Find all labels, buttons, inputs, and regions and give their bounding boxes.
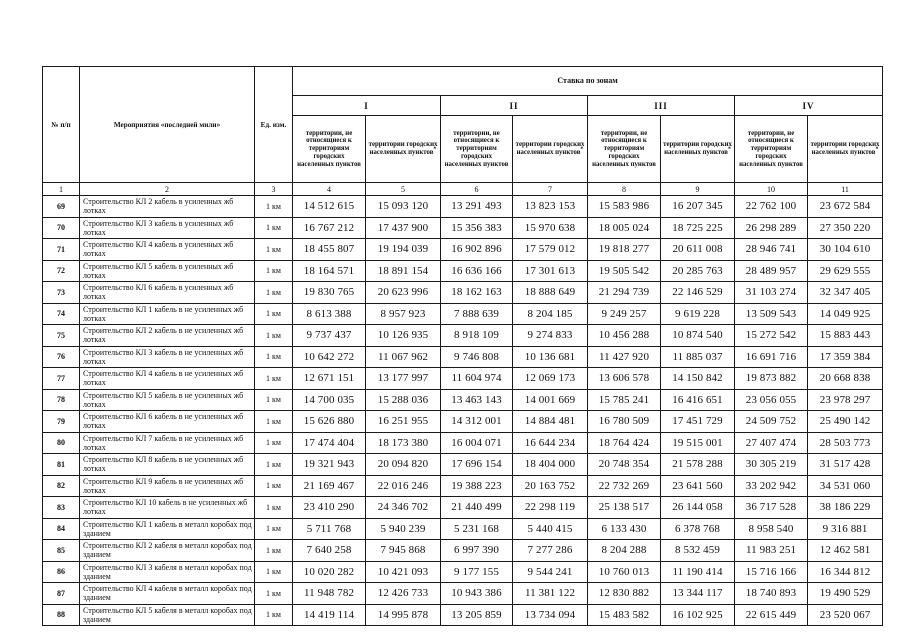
rate-value: 9 746 808 — [441, 346, 513, 368]
rate-value: 20 163 752 — [513, 475, 588, 497]
rate-value: 31 517 428 — [808, 454, 883, 476]
rate-value: 15 272 542 — [735, 325, 808, 347]
footnote-star: * — [580, 146, 584, 153]
rate-value: 8 532 459 — [661, 540, 735, 562]
rate-value: 29 629 555 — [808, 260, 883, 282]
rate-value: 5 231 168 — [441, 518, 513, 540]
row-number: 75 — [43, 325, 80, 347]
rate-value: 10 421 093 — [366, 561, 441, 583]
rate-value: 10 456 288 — [588, 325, 661, 347]
rate-value: 10 126 935 — [366, 325, 441, 347]
rate-value: 10 874 540 — [661, 325, 735, 347]
subheader-urban-zone-2: территории городских населенных пунктов* — [513, 116, 588, 183]
rate-value: 15 716 166 — [735, 561, 808, 583]
rate-value: 16 004 071 — [441, 432, 513, 454]
table-row — [43, 583, 883, 605]
rate-value: 33 202 942 — [735, 475, 808, 497]
row-number: 69 — [43, 196, 80, 218]
event-name: Строительство КЛ 7 кабель в не усиленных жб лотках — [80, 432, 255, 454]
rate-value: 15 093 120 — [366, 196, 441, 218]
rate-value: 14 312 001 — [441, 411, 513, 433]
event-name: Строительство КЛ 4 кабеля в металл коробах под зданием — [80, 583, 255, 605]
row-number: 73 — [43, 282, 80, 304]
column-number: 5 — [366, 183, 441, 196]
event-name: Строительство КЛ 5 кабель в усиленных жб лотках — [80, 260, 255, 282]
rate-value: 17 696 154 — [441, 454, 513, 476]
column-number: 6 — [441, 183, 513, 196]
rate-value: 12 426 733 — [366, 583, 441, 605]
unit: 1 км — [255, 239, 293, 261]
table-row — [43, 260, 883, 282]
rate-value: 16 636 166 — [441, 260, 513, 282]
table-row — [43, 454, 883, 476]
event-name: Строительство КЛ 6 кабель в не усиленных жб лотках — [80, 411, 255, 433]
event-name: Строительство КЛ 3 кабель в не усиленных жб лотках — [80, 346, 255, 368]
table-row — [43, 282, 883, 304]
col-unit-header: Ед. изм. — [255, 67, 293, 183]
row-number: 81 — [43, 454, 80, 476]
column-number-row — [43, 183, 883, 196]
rate-value: 23 056 055 — [735, 389, 808, 411]
rate-value: 5 940 239 — [366, 518, 441, 540]
row-number: 72 — [43, 260, 80, 282]
zone-header-2: II — [441, 96, 588, 116]
rate-value: 22 146 529 — [661, 282, 735, 304]
rate-value: 24 509 752 — [735, 411, 808, 433]
rate-value: 8 613 388 — [293, 303, 366, 325]
column-number: 8 — [588, 183, 661, 196]
event-name: Строительство КЛ 6 кабель в усиленных жб лотках — [80, 282, 255, 304]
row-number: 77 — [43, 368, 80, 390]
rate-value: 28 503 773 — [808, 432, 883, 454]
event-name: Строительство КЛ 8 кабель в не усиленных жб лотках — [80, 454, 255, 476]
rate-value: 15 483 582 — [588, 604, 661, 626]
unit: 1 км — [255, 411, 293, 433]
column-number: 9 — [661, 183, 735, 196]
zone-header-4: IV — [735, 96, 883, 116]
unit: 1 км — [255, 368, 293, 390]
table-row — [43, 239, 883, 261]
rate-value: 31 103 274 — [735, 282, 808, 304]
row-number: 88 — [43, 604, 80, 626]
rate-value: 11 190 414 — [661, 561, 735, 583]
rate-value: 16 902 896 — [441, 239, 513, 261]
rate-value: 18 764 424 — [588, 432, 661, 454]
rate-value: 17 437 900 — [366, 217, 441, 239]
zone-header-1: I — [293, 96, 441, 116]
rate-value: 20 611 008 — [661, 239, 735, 261]
rate-value: 8 918 109 — [441, 325, 513, 347]
rate-value: 20 285 763 — [661, 260, 735, 282]
rate-value: 30 305 219 — [735, 454, 808, 476]
rate-value: 18 162 163 — [441, 282, 513, 304]
rate-value: 32 347 405 — [808, 282, 883, 304]
rate-value: 8 958 540 — [735, 518, 808, 540]
rate-value: 12 830 882 — [588, 583, 661, 605]
rate-value: 16 416 651 — [661, 389, 735, 411]
rate-value: 8 957 923 — [366, 303, 441, 325]
row-number: 76 — [43, 346, 80, 368]
rate-value: 16 780 509 — [588, 411, 661, 433]
rate-value: 19 388 223 — [441, 475, 513, 497]
row-number: 78 — [43, 389, 80, 411]
rate-value: 14 512 615 — [293, 196, 366, 218]
table-row — [43, 561, 883, 583]
rate-value: 26 298 289 — [735, 217, 808, 239]
rate-value: 21 440 499 — [441, 497, 513, 519]
footnote-star: * — [433, 146, 437, 153]
row-number: 84 — [43, 518, 80, 540]
rate-value: 19 873 882 — [735, 368, 808, 390]
row-number: 85 — [43, 540, 80, 562]
rate-value: 17 359 384 — [808, 346, 883, 368]
row-number: 74 — [43, 303, 80, 325]
unit: 1 км — [255, 260, 293, 282]
rate-value: 15 288 036 — [366, 389, 441, 411]
subheader-non-urban-zone-4: территории, не относящиеся к территориям городских населенных пунктов — [735, 116, 808, 183]
rate-value: 21 578 288 — [661, 454, 735, 476]
rate-value: 5 440 415 — [513, 518, 588, 540]
rate-value: 14 150 842 — [661, 368, 735, 390]
rate-value: 18 455 807 — [293, 239, 366, 261]
unit: 1 км — [255, 282, 293, 304]
rate-value: 14 419 114 — [293, 604, 366, 626]
table-row — [43, 368, 883, 390]
rate-value: 11 067 962 — [366, 346, 441, 368]
rate-value: 34 531 060 — [808, 475, 883, 497]
rate-value: 11 885 037 — [661, 346, 735, 368]
table-row — [43, 346, 883, 368]
tariff-table — [42, 66, 883, 626]
rate-value: 9 177 155 — [441, 561, 513, 583]
unit: 1 км — [255, 432, 293, 454]
column-number: 11 — [808, 183, 883, 196]
rate-value: 36 717 528 — [735, 497, 808, 519]
column-number: 4 — [293, 183, 366, 196]
table-row — [43, 303, 883, 325]
row-number: 86 — [43, 561, 80, 583]
table-body — [43, 183, 883, 626]
col-event-header: Мероприятия «последней мили» — [80, 67, 255, 183]
unit: 1 км — [255, 196, 293, 218]
rate-value: 8 204 185 — [513, 303, 588, 325]
rate-value: 10 136 681 — [513, 346, 588, 368]
subheader-urban-zone-3: территории городских населенных пунктов* — [661, 116, 735, 183]
rate-value: 19 818 277 — [588, 239, 661, 261]
rate-value: 10 020 282 — [293, 561, 366, 583]
rate-value: 19 830 765 — [293, 282, 366, 304]
rate-value: 9 737 437 — [293, 325, 366, 347]
table-row — [43, 196, 883, 218]
rate-value: 20 748 354 — [588, 454, 661, 476]
rate-value: 25 490 142 — [808, 411, 883, 433]
rate-value: 16 251 955 — [366, 411, 441, 433]
rate-value: 18 740 893 — [735, 583, 808, 605]
rate-value: 30 104 610 — [808, 239, 883, 261]
rate-value: 9 274 833 — [513, 325, 588, 347]
table-row — [43, 518, 883, 540]
rate-value: 9 249 257 — [588, 303, 661, 325]
rate-value: 11 381 122 — [513, 583, 588, 605]
table-row — [43, 411, 883, 433]
column-number: 1 — [43, 183, 80, 196]
rate-value: 21 294 739 — [588, 282, 661, 304]
rate-value: 38 186 229 — [808, 497, 883, 519]
rate-value: 19 515 001 — [661, 432, 735, 454]
rate-value: 27 350 220 — [808, 217, 883, 239]
event-name: Строительство КЛ 4 кабель в усиленных жб лотках — [80, 239, 255, 261]
row-number: 87 — [43, 583, 80, 605]
rate-value: 11 948 782 — [293, 583, 366, 605]
rate-value: 19 321 943 — [293, 454, 366, 476]
event-name: Строительство КЛ 9 кабель в не усиленных жб лотках — [80, 475, 255, 497]
rate-value: 15 626 880 — [293, 411, 366, 433]
rate-value: 23 672 584 — [808, 196, 883, 218]
rate-value: 22 016 246 — [366, 475, 441, 497]
rate-value: 22 762 100 — [735, 196, 808, 218]
unit: 1 км — [255, 518, 293, 540]
rate-value: 16 344 812 — [808, 561, 883, 583]
rate-value: 28 946 741 — [735, 239, 808, 261]
rate-value: 14 001 669 — [513, 389, 588, 411]
rate-value: 18 888 649 — [513, 282, 588, 304]
rate-value: 12 069 173 — [513, 368, 588, 390]
rate-value: 12 462 581 — [808, 540, 883, 562]
subheader-urban-zone-1: территории городских населенных пунктов* — [366, 116, 441, 183]
rate-value: 18 173 380 — [366, 432, 441, 454]
rate-value: 13 734 094 — [513, 604, 588, 626]
table-row — [43, 432, 883, 454]
rate-value: 15 583 986 — [588, 196, 661, 218]
rate-value: 13 823 153 — [513, 196, 588, 218]
rate-value: 11 983 251 — [735, 540, 808, 562]
rate-value: 14 700 035 — [293, 389, 366, 411]
rate-value: 22 298 119 — [513, 497, 588, 519]
rate-value: 14 995 878 — [366, 604, 441, 626]
rate-value: 20 623 996 — [366, 282, 441, 304]
rate-value: 7 945 868 — [366, 540, 441, 562]
rate-value: 27 407 474 — [735, 432, 808, 454]
event-name: Строительство КЛ 5 кабель в не усиленных жб лотках — [80, 389, 255, 411]
rate-value: 12 671 151 — [293, 368, 366, 390]
unit: 1 км — [255, 561, 293, 583]
row-number: 70 — [43, 217, 80, 239]
rate-value: 19 194 039 — [366, 239, 441, 261]
event-name: Строительство КЛ 3 кабеля в металл коробах под зданием — [80, 561, 255, 583]
rate-value: 26 144 058 — [661, 497, 735, 519]
zone-header-3: III — [588, 96, 735, 116]
unit: 1 км — [255, 454, 293, 476]
zones-title-header: Ставка по зонам — [293, 67, 883, 96]
rate-value: 13 509 543 — [735, 303, 808, 325]
rate-value: 6 378 768 — [661, 518, 735, 540]
column-number: 3 — [255, 183, 293, 196]
rate-value: 18 005 024 — [588, 217, 661, 239]
rate-value: 18 164 571 — [293, 260, 366, 282]
table-row — [43, 540, 883, 562]
unit: 1 км — [255, 303, 293, 325]
rate-value: 25 138 517 — [588, 497, 661, 519]
rate-value: 17 474 404 — [293, 432, 366, 454]
rate-value: 9 316 881 — [808, 518, 883, 540]
unit: 1 км — [255, 217, 293, 239]
rate-value: 21 169 467 — [293, 475, 366, 497]
event-name: Строительство КЛ 4 кабель в не усиленных жб лотках — [80, 368, 255, 390]
unit: 1 км — [255, 540, 293, 562]
rate-value: 16 207 345 — [661, 196, 735, 218]
rate-value: 14 884 481 — [513, 411, 588, 433]
subheader-non-urban-zone-2: территории, не относящиеся к территориям городских населенных пунктов — [441, 116, 513, 183]
rate-value: 18 725 225 — [661, 217, 735, 239]
rate-value: 14 049 925 — [808, 303, 883, 325]
rate-value: 7 277 286 — [513, 540, 588, 562]
event-name: Строительство КЛ 2 кабеля в металл коробах под зданием — [80, 540, 255, 562]
rate-value: 23 641 560 — [661, 475, 735, 497]
event-name: Строительство КЛ 2 кабель в не усиленных жб лотках — [80, 325, 255, 347]
table-row — [43, 604, 883, 626]
rate-value: 17 301 613 — [513, 260, 588, 282]
rate-value: 13 177 997 — [366, 368, 441, 390]
column-number: 10 — [735, 183, 808, 196]
rate-value: 13 606 578 — [588, 368, 661, 390]
rate-value: 15 356 383 — [441, 217, 513, 239]
rate-value: 11 427 920 — [588, 346, 661, 368]
col-number-header: № п/п — [43, 67, 80, 183]
unit: 1 км — [255, 389, 293, 411]
rate-value: 10 642 272 — [293, 346, 366, 368]
unit: 1 км — [255, 604, 293, 626]
rate-value: 9 544 241 — [513, 561, 588, 583]
rate-value: 7 640 258 — [293, 540, 366, 562]
table-row — [43, 497, 883, 519]
rate-value: 17 451 729 — [661, 411, 735, 433]
event-name: Строительство КЛ 1 кабель в металл коробах под зданием — [80, 518, 255, 540]
column-number: 2 — [80, 183, 255, 196]
rate-value: 5 711 768 — [293, 518, 366, 540]
rate-value: 10 943 386 — [441, 583, 513, 605]
event-name: Строительство КЛ 1 кабель в не усиленных жб лотках — [80, 303, 255, 325]
table-row — [43, 475, 883, 497]
event-name: Строительство КЛ 10 кабель в не усиленных жб лотках — [80, 497, 255, 519]
rate-value: 18 891 154 — [366, 260, 441, 282]
rate-value: 15 883 443 — [808, 325, 883, 347]
unit: 1 км — [255, 346, 293, 368]
rate-value: 13 205 859 — [441, 604, 513, 626]
rate-value: 13 344 117 — [661, 583, 735, 605]
rate-value: 15 970 638 — [513, 217, 588, 239]
footnote-star: * — [875, 146, 879, 153]
rate-value: 28 489 957 — [735, 260, 808, 282]
table-row — [43, 325, 883, 347]
rate-value: 7 888 639 — [441, 303, 513, 325]
rate-value: 15 785 241 — [588, 389, 661, 411]
rate-value: 13 291 493 — [441, 196, 513, 218]
rate-value: 9 619 228 — [661, 303, 735, 325]
rate-value: 24 346 702 — [366, 497, 441, 519]
rate-value: 16 644 234 — [513, 432, 588, 454]
rate-value: 17 579 012 — [513, 239, 588, 261]
rate-value: 18 404 000 — [513, 454, 588, 476]
rate-value: 11 604 974 — [441, 368, 513, 390]
unit: 1 км — [255, 325, 293, 347]
row-number: 79 — [43, 411, 80, 433]
table-row — [43, 217, 883, 239]
rate-value: 16 691 716 — [735, 346, 808, 368]
subheader-urban-zone-4: территории городских населенных пунктов* — [808, 116, 883, 183]
unit: 1 км — [255, 497, 293, 519]
rate-value: 19 505 542 — [588, 260, 661, 282]
rate-value: 20 094 820 — [366, 454, 441, 476]
rate-value: 6 133 430 — [588, 518, 661, 540]
rate-value: 13 463 143 — [441, 389, 513, 411]
rate-value: 10 760 013 — [588, 561, 661, 583]
unit: 1 км — [255, 475, 293, 497]
rate-value: 6 997 390 — [441, 540, 513, 562]
rate-value: 16 102 925 — [661, 604, 735, 626]
rate-value: 19 490 529 — [808, 583, 883, 605]
subheader-non-urban-zone-1: территории, не относящиеся к территориям городских населенных пунктов — [293, 116, 366, 183]
row-number: 82 — [43, 475, 80, 497]
unit: 1 км — [255, 583, 293, 605]
table-row — [43, 389, 883, 411]
column-number: 7 — [513, 183, 588, 196]
rate-value: 22 732 269 — [588, 475, 661, 497]
rate-value: 22 615 449 — [735, 604, 808, 626]
subheader-non-urban-zone-3: территории, не относящиеся к территориям городских населенных пунктов — [588, 116, 661, 183]
footnote-star: * — [727, 146, 731, 153]
rate-value: 23 978 297 — [808, 389, 883, 411]
row-number: 80 — [43, 432, 80, 454]
event-name: Строительство КЛ 3 кабель в усиленных жб лотках — [80, 217, 255, 239]
rate-value: 8 204 288 — [588, 540, 661, 562]
rate-value: 23 410 290 — [293, 497, 366, 519]
event-name: Строительство КЛ 2 кабель в усиленных жб лотках — [80, 196, 255, 218]
event-name: Строительство КЛ 5 кабеля в металл коробах под зданием — [80, 604, 255, 626]
row-number: 83 — [43, 497, 80, 519]
rate-value: 16 767 212 — [293, 217, 366, 239]
row-number: 71 — [43, 239, 80, 261]
tariff-table-sheet — [42, 66, 883, 626]
rate-value: 23 520 067 — [808, 604, 883, 626]
rate-value: 20 668 838 — [808, 368, 883, 390]
